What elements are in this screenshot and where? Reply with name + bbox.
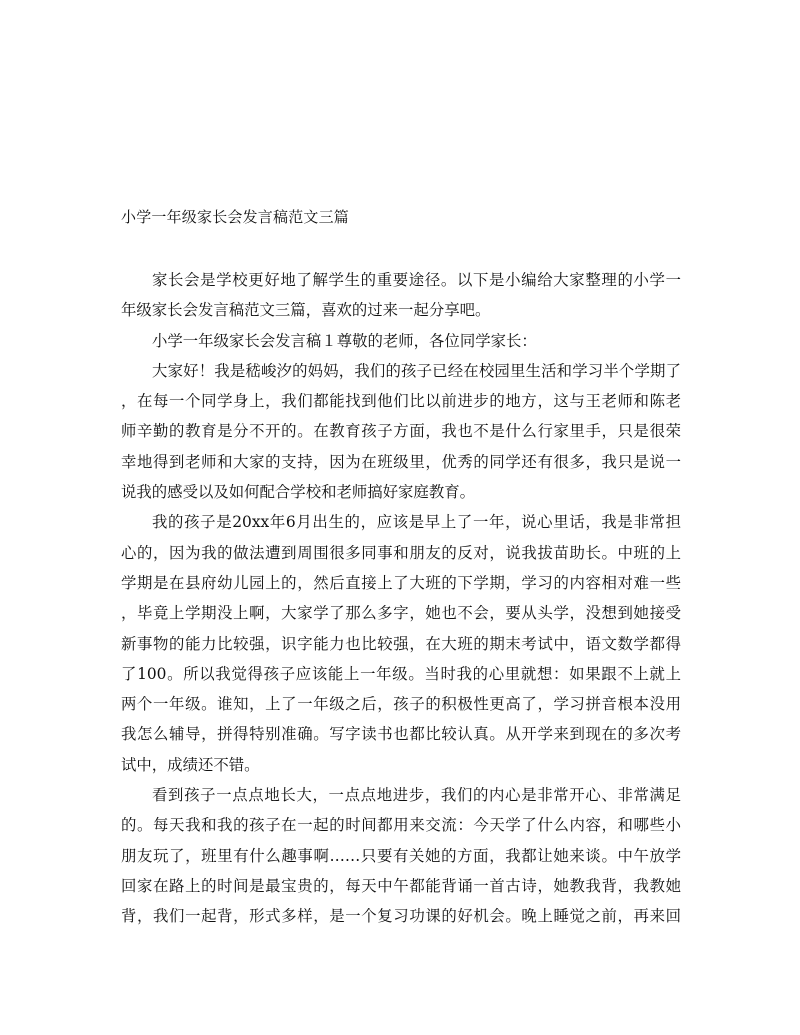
text-line: 回家在路上的时间是最宝贵的，每天中午都能背诵一首古诗，她教我背，我教她 xyxy=(121,876,681,895)
text-line: 家长会是学校更好地了解学生的重要途径。以下是小编给大家整理的小学一 xyxy=(152,271,681,289)
text-line: 小学一年级家长会发言稿１尊敬的老师，各位同学家长： xyxy=(152,331,537,350)
text-line: 心的，因为我的做法遭到周围很多同事和朋友的反对，说我拔苗助长。中班的上 xyxy=(121,543,681,562)
text-line: 年级家长会发言稿范文三篇，喜欢的过来一起分享吧。 xyxy=(121,301,491,320)
text-line: 的。每天我和我的孩子在一起的时间都用来交流：今天学了什么内容，和哪些小 xyxy=(121,816,681,835)
text-line: 我怎么辅导，拼得特别准确。写字读书也都比较认真。从开学来到现在的多次考 xyxy=(121,725,681,744)
document-body xyxy=(121,265,681,932)
text-line: 我的孩子是20xx年6月出生的，应该是早上了一年，说心里话，我是非常担 xyxy=(152,513,681,532)
text-line: 大家好！我是嵇峻汐的妈妈，我们的孩子已经在校园里生活和学习半个学期了 xyxy=(152,361,681,380)
paragraph xyxy=(121,507,681,780)
text-line: 两个一年级。谁知，上了一年级之后，孩子的积极性更高了，学习拼音根本没用 xyxy=(121,695,681,714)
text-line: 新事物的能力比较强，识字能力也比较强，在大班的期末考试中，语文数学都得 xyxy=(121,634,681,653)
text-line: 学期是在县府幼儿园上的，然后直接上了大班的下学期，学习的内容相对难一些 xyxy=(121,573,681,592)
document-title: 小学一年级家长会发言稿范文三篇 xyxy=(121,208,350,226)
text-line: 了100。所以我觉得孩子应该能上一年级。当时我的心里就想：如果跟不上就上 xyxy=(121,664,681,683)
text-line: 试中，成绩还不错。 xyxy=(121,755,260,774)
text-line: ，毕竟上学期没上啊，大家学了那么多字，她也不会，要从头学，没想到她接受 xyxy=(121,604,681,623)
text-line: 朋友玩了，班里有什么趣事啊……只要有关她的方面，我都让她来谈。中午放学 xyxy=(121,846,681,865)
text-line: 看到孩子一点点地长大，一点点地进步，我们的内心是非常开心、非常满足 xyxy=(152,786,681,805)
paragraph xyxy=(121,780,681,931)
paragraph xyxy=(121,326,681,356)
text-line: ，在每一个同学身上，我们都能找到他们比以前进步的地方，这与王老师和陈老 xyxy=(121,392,681,411)
paragraph xyxy=(121,356,681,507)
paragraph xyxy=(121,265,681,326)
text-line: 说我的感受以及如何配合学校和老师搞好家庭教育。 xyxy=(121,483,475,502)
text-line: 幸地得到老师和大家的支持，因为在班级里，优秀的同学还有很多，我只是说一 xyxy=(121,452,681,471)
text-line: 师辛勤的教育是分不开的。在教育孩子方面，我也不是什么行家里手，只是很荣 xyxy=(121,422,681,441)
text-line: 背，我们一起背，形式多样，是一个复习功课的好机会。晚上睡觉之前，再来回 xyxy=(121,907,681,926)
